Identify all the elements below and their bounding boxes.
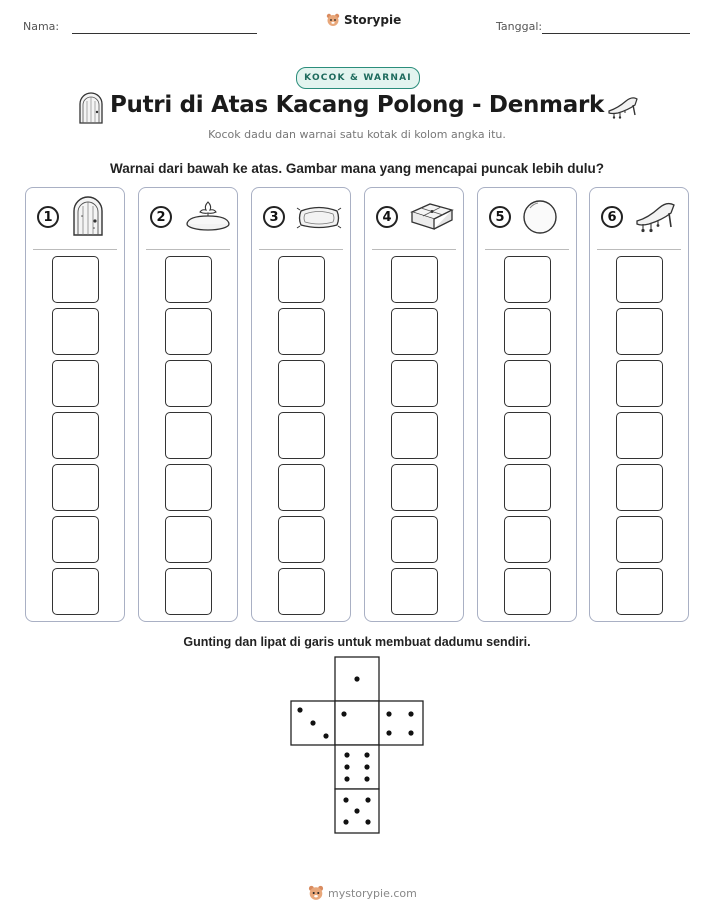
column-number: 5 — [489, 206, 511, 228]
color-box[interactable] — [52, 516, 99, 563]
glass-slipper-icon — [606, 94, 640, 120]
color-box[interactable] — [616, 308, 663, 355]
die-pip — [386, 730, 391, 735]
color-box[interactable] — [278, 308, 325, 355]
color-box[interactable] — [52, 308, 99, 355]
column-5 — [477, 187, 577, 622]
color-box[interactable] — [278, 360, 325, 407]
bear-mascot-icon — [308, 885, 324, 901]
color-box[interactable] — [278, 412, 325, 459]
color-box[interactable] — [616, 516, 663, 563]
color-box[interactable] — [391, 516, 438, 563]
column-divider — [597, 249, 681, 250]
color-box[interactable] — [278, 568, 325, 615]
color-box[interactable] — [504, 464, 551, 511]
mattress-icon — [409, 196, 455, 236]
column-2 — [138, 187, 238, 622]
activity-badge: KOCOK & WARNAI — [296, 67, 420, 89]
color-box[interactable] — [165, 568, 212, 615]
column-1 — [25, 187, 125, 622]
column-number: 2 — [150, 206, 172, 228]
color-box[interactable] — [165, 308, 212, 355]
color-box[interactable] — [52, 568, 99, 615]
color-box[interactable] — [165, 464, 212, 511]
color-box[interactable] — [616, 412, 663, 459]
color-box[interactable] — [52, 256, 99, 303]
color-box[interactable] — [278, 256, 325, 303]
die-pip — [354, 808, 359, 813]
bear-mascot-icon — [326, 13, 340, 27]
color-box[interactable] — [278, 516, 325, 563]
color-box[interactable] — [504, 412, 551, 459]
footer-url[interactable]: mystorypie.com — [328, 886, 417, 900]
color-box[interactable] — [504, 360, 551, 407]
color-box[interactable] — [165, 412, 212, 459]
column-divider — [259, 249, 343, 250]
pillow-icon — [296, 196, 342, 236]
name-field-line[interactable] — [72, 33, 257, 34]
column-number: 6 — [601, 206, 623, 228]
die-pip — [343, 819, 348, 824]
date-field-line[interactable] — [542, 33, 690, 34]
color-box[interactable] — [52, 464, 99, 511]
color-box[interactable] — [52, 360, 99, 407]
brand-name: Storypie — [344, 13, 402, 27]
name-label: Nama: — [23, 20, 60, 33]
die-pip — [365, 797, 370, 802]
color-box[interactable] — [391, 360, 438, 407]
glass-slipper-icon — [634, 196, 678, 236]
column-6 — [589, 187, 689, 622]
die-pip — [344, 764, 349, 769]
pea-icon — [522, 196, 562, 236]
die-pip — [343, 797, 348, 802]
die-face-4 — [379, 701, 423, 745]
game-instruction: Warnai dari bawah ke atas. Gambar mana yang mencapai puncak lebih dulu? — [110, 161, 604, 176]
color-box[interactable] — [165, 256, 212, 303]
color-box[interactable] — [616, 256, 663, 303]
color-box[interactable] — [616, 568, 663, 615]
die-pip — [364, 776, 369, 781]
color-box[interactable] — [391, 308, 438, 355]
color-box[interactable] — [278, 464, 325, 511]
color-box[interactable] — [616, 360, 663, 407]
die-pip — [364, 752, 369, 757]
column-divider — [146, 249, 230, 250]
page-subtitle: Kocok dadu dan warnai satu kotak di kolom angka itu. — [208, 128, 506, 141]
brand-logo — [326, 13, 401, 27]
die-pip — [354, 676, 359, 681]
die-pip — [297, 707, 302, 712]
page-title: Putri di Atas Kacang Polong - Denmark — [109, 92, 604, 118]
die-net — [290, 656, 426, 836]
color-box[interactable] — [165, 516, 212, 563]
die-pip — [323, 733, 328, 738]
die-pip — [408, 711, 413, 716]
color-box[interactable] — [616, 464, 663, 511]
die-pip — [386, 711, 391, 716]
die-pip — [408, 730, 413, 735]
die-pip — [344, 776, 349, 781]
color-box[interactable] — [504, 308, 551, 355]
color-box[interactable] — [391, 464, 438, 511]
door-icon — [70, 196, 106, 236]
color-box[interactable] — [165, 360, 212, 407]
die-pip — [344, 752, 349, 757]
color-box[interactable] — [52, 412, 99, 459]
die-face-1 — [335, 701, 379, 745]
color-box[interactable] — [504, 516, 551, 563]
column-divider — [485, 249, 569, 250]
column-3 — [251, 187, 351, 622]
color-box[interactable] — [504, 256, 551, 303]
crown-icon — [183, 196, 233, 236]
die-face-6 — [335, 745, 379, 789]
color-box[interactable] — [391, 256, 438, 303]
date-label: Tanggal: — [496, 20, 543, 33]
column-4 — [364, 187, 464, 622]
footer — [308, 885, 417, 901]
column-divider — [33, 249, 117, 250]
die-pip — [364, 764, 369, 769]
color-box[interactable] — [391, 568, 438, 615]
die-pip — [365, 819, 370, 824]
column-number: 4 — [376, 206, 398, 228]
column-number: 3 — [263, 206, 285, 228]
column-divider — [372, 249, 456, 250]
color-box[interactable] — [504, 568, 551, 615]
die-pip — [341, 711, 346, 716]
color-box[interactable] — [391, 412, 438, 459]
column-number: 1 — [37, 206, 59, 228]
die-pip — [310, 720, 315, 725]
cut-instruction: Gunting dan lipat di garis untuk membuat dadumu sendiri. — [183, 635, 531, 649]
